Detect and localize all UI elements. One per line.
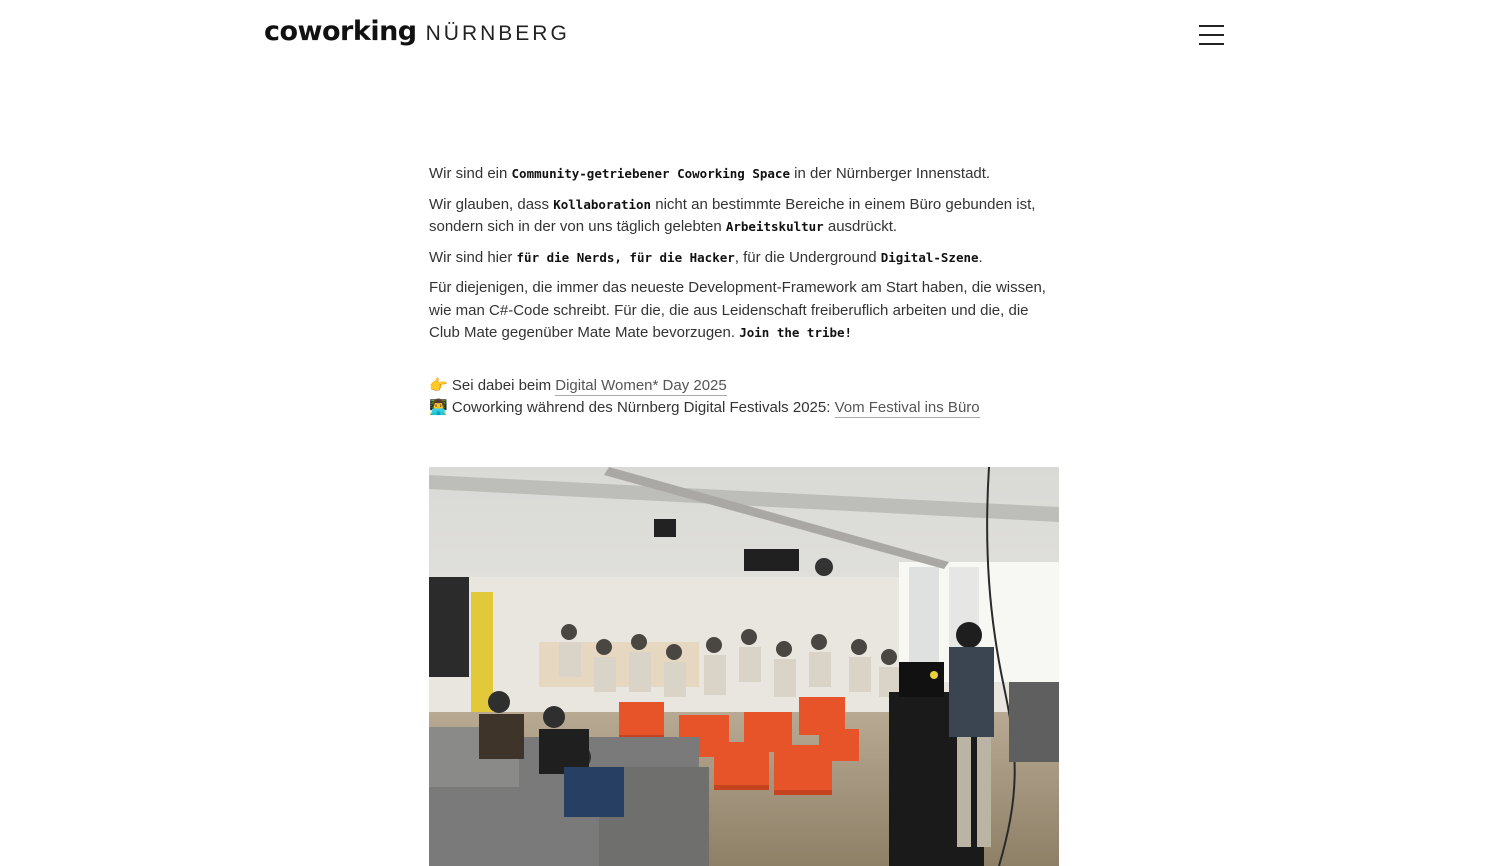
intro-paragraph-2 (429, 194, 1059, 239)
highlight: Arbeitskultur (725, 219, 824, 234)
logo-word: coworking (264, 16, 417, 47)
hamburger-menu-icon[interactable] (1199, 24, 1224, 45)
highlight: Digital-Szene (880, 249, 979, 265)
highlight: Join the tribe! (739, 325, 853, 340)
highlight: Community-getriebener Coworking Space (511, 166, 790, 181)
digital-women-day-link[interactable]: Digital Women* Day 2025 (555, 376, 727, 394)
text: Sei dabei beim (451, 376, 556, 394)
text: nicht an bestimmte Bereiche in einem Büro gebunden ist, sondern sich in der von uns täglich gelebten (429, 195, 1036, 235)
text: Für diejenigen, die immer das neueste Development-Framework am Start haben, die wissen, wie man C#-Code schreibt. Für die, die aus Leidenschaft freiberuflich arbeiten und die, die Club Mate gegenüber Mate Mate bevorzugen. (429, 279, 1046, 341)
logo-city: NÜRNBERG (425, 22, 570, 45)
technologist-icon: 👨‍💻 (429, 399, 448, 416)
text: , für die Underground (734, 248, 881, 266)
text: . (978, 248, 983, 266)
festival-link[interactable]: Vom Festival ins Büro (834, 399, 980, 416)
text: Wir sind ein (429, 165, 512, 182)
announcement-item (429, 375, 1059, 398)
text: Wir sind hier (429, 248, 517, 266)
intro-paragraph-3 (429, 247, 1059, 270)
intro-paragraph-1 (429, 163, 1059, 186)
site-logo[interactable] (264, 16, 570, 52)
announcement-item (429, 397, 1059, 420)
highlight: für die Nerds, für die Hacker (516, 249, 735, 265)
text: in der Nürnberger Innenstadt. (789, 165, 991, 182)
text: Wir glauben, dass (429, 195, 554, 213)
highlight: Kollaboration (553, 196, 652, 212)
site-header (0, 0, 1500, 70)
announcements (429, 375, 1059, 420)
text: ausdrückt. (823, 218, 898, 235)
intro-section (429, 163, 1059, 420)
pointing-hand-icon: 👉 (429, 376, 448, 394)
text: Coworking während des Nürnberg Digital Festivals 2025: (451, 399, 835, 416)
coworking-event-photo (429, 467, 1059, 866)
intro-paragraph-4 (429, 277, 1059, 345)
